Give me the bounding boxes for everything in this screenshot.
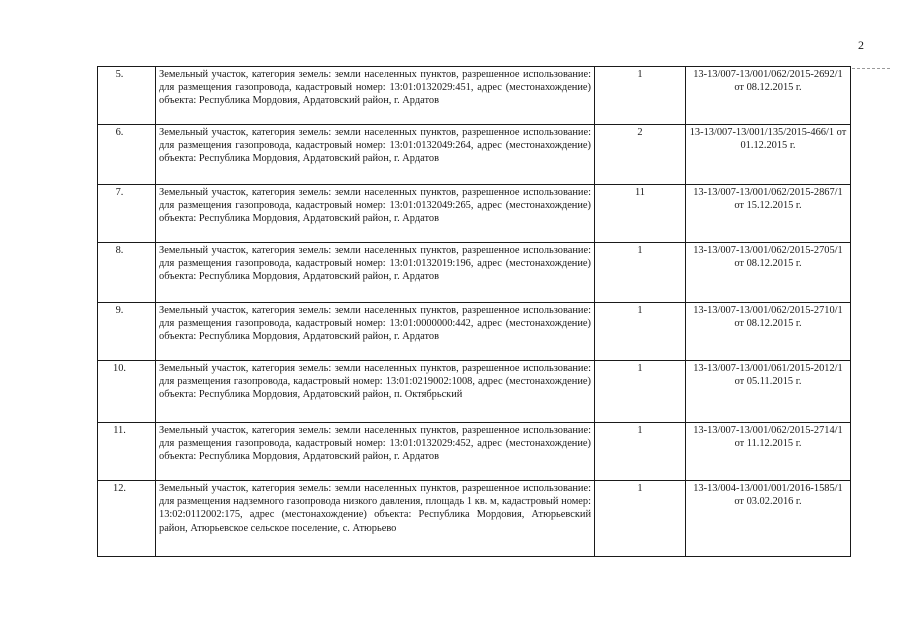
registration-cell: 13-13/007-13/001/062/2015-2705/1 от 08.12.2015 г. [686, 243, 851, 303]
row-number: 6. [115, 127, 124, 138]
row-number-cell [98, 125, 156, 185]
row-number: 12. [113, 483, 126, 494]
description-cell: Земельный участок, категория земель: земли населенных пунктов, разрешенное использование: для размещения газопровода, кадастровый номер: 13:01:0000000:442, адрес (местонахождение) объекта: Республика Мордовия, Ардатовский район, г. Ардатов [156, 303, 595, 361]
row-number-cell [98, 481, 156, 557]
property-registry-table [97, 66, 851, 557]
row-number-cell [98, 303, 156, 361]
row-number-cell [98, 423, 156, 481]
table-row [98, 243, 851, 303]
table-row [98, 125, 851, 185]
row-number: 10. [113, 363, 126, 374]
quantity-cell: 1 [595, 243, 686, 303]
description-cell: Земельный участок, категория земель: земли населенных пунктов, разрешенное использование: для размещения газопровода, кадастровый номер: 13:01:0132029:451, адрес (местонахождение) объекта: Республика Мордовия, Ардатовский район, г. Ардатов [156, 67, 595, 125]
registration-cell: 13-13/007-13/001/061/2015-2012/1 от 05.11.2015 г. [686, 361, 851, 423]
description-cell: Земельный участок, категория земель: земли населенных пунктов, разрешенное использование: для размещения надземного газопровода низкого давления, площадь 1 кв. м, кадастровый номер: 13:02:0112002:175, адрес (местонахождение) объекта: Республика Мордовия, Атюрьевский район, Атюрьевское сельское поселение, с. Атюрьево [156, 481, 595, 557]
quantity-cell: 1 [595, 361, 686, 423]
registration-cell: 13-13/007-13/001/062/2015-2867/1 от 15.12.2015 г. [686, 185, 851, 243]
description-cell: Земельный участок, категория земель: земли населенных пунктов, разрешенное использование: для размещения газопровода, кадастровый номер: 13:01:0132049:265, адрес (местонахождение) объекта: Республика Мордовия, Ардатовский район, г. Ардатов [156, 185, 595, 243]
table-row [98, 361, 851, 423]
row-number-cell [98, 185, 156, 243]
row-number: 8. [115, 245, 124, 256]
quantity-cell: 2 [595, 125, 686, 185]
page-number: 2 [858, 38, 864, 52]
description-cell: Земельный участок, категория земель: земли населенных пунктов, разрешенное использование: для размещения газопровода, кадастровый номер: 13:01:0219002:1008, адрес (местонахождение) объекта: Республика Мордовия, Ардатовский район, п. Октябрьский [156, 361, 595, 423]
row-number: 7. [115, 187, 124, 198]
quantity-cell: 1 [595, 303, 686, 361]
table-row [98, 67, 851, 125]
description-cell: Земельный участок, категория земель: земли населенных пунктов, разрешенное использование: для размещения газопровода, кадастровый номер: 13:01:0132029:452, адрес (местонахождение) объекта: Республика Мордовия, Ардатовский район, г. Ардатов [156, 423, 595, 481]
scan-edge-mark [852, 68, 890, 69]
quantity-cell: 1 [595, 67, 686, 125]
row-number: 5. [115, 69, 124, 80]
row-number-cell [98, 243, 156, 303]
registration-cell: 13-13/007-13/001/062/2015-2710/1 от 08.12.2015 г. [686, 303, 851, 361]
table-row [98, 481, 851, 557]
row-number-cell [98, 67, 156, 125]
table-row [98, 303, 851, 361]
row-number: 9. [115, 305, 124, 316]
description-cell: Земельный участок, категория земель: земли населенных пунктов, разрешенное использование: для размещения газопровода, кадастровый номер: 13:01:0132019:196, адрес (местонахождение) объекта: Республика Мордовия, Ардатовский район, г. Ардатов [156, 243, 595, 303]
quantity-cell: 1 [595, 423, 686, 481]
registration-cell: 13-13/007-13/001/062/2015-2692/1 от 08.12.2015 г. [686, 67, 851, 125]
row-number: 11. [113, 425, 126, 436]
quantity-cell: 1 [595, 481, 686, 557]
description-cell: Земельный участок, категория земель: земли населенных пунктов, разрешенное использование: для размещения газопровода, кадастровый номер: 13:01:0132049:264, адрес (местонахождение) объекта: Республика Мордовия, Ардатовский район, г. Ардатов [156, 125, 595, 185]
table-row [98, 423, 851, 481]
registration-cell: 13-13/004-13/001/001/2016-1585/1 от 03.02.2016 г. [686, 481, 851, 557]
row-number-cell [98, 361, 156, 423]
registration-cell: 13-13/007-13/001/062/2015-2714/1 от 11.12.2015 г. [686, 423, 851, 481]
table-row [98, 185, 851, 243]
registration-cell: 13-13/007-13/001/135/2015-466/1 от 01.12.2015 г. [686, 125, 851, 185]
quantity-cell: 11 [595, 185, 686, 243]
